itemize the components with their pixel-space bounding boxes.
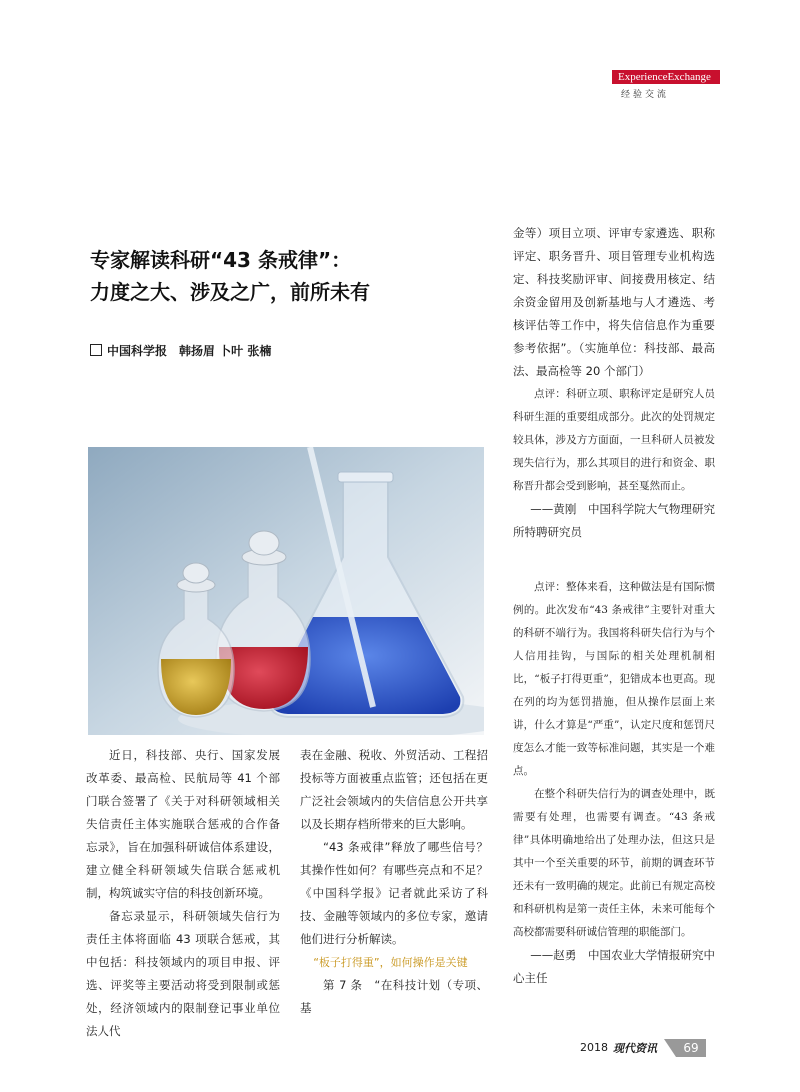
paragraph-continued: 表在金融、税收、外贸活动、工程招投标等方面被重点监管；还包括在更广泛社会领域内的失信信息公开共享以及长期存档所带来的巨大影响。 [300,748,488,831]
footer-year: 2018 [580,1041,608,1054]
comment-3: 在整个科研失信行为的调查处理中，既需要有处理，也需要有调查。“43 条戒律”具体明确地给出了处理办法，但这只是其中一个至关重要的环节，前期的调查环节还未有一致明确的规定。此前已有规定高校和科研机构是第一责任主体，未来可能每个高校都需要科研诚信管理的职能部门。 [513,788,715,938]
footer-magazine: 现代资讯 [613,1042,657,1055]
column-2 [300,744,488,1020]
paragraph-signals: “43 条戒律”释放了哪些信号？其操作性如何？有哪些亮点和不足？《中国科学报》记者就此采访了科技、金融等领域内的多位专家，邀请他们进行分析解读。 [300,840,488,946]
byline [90,342,271,359]
section-title-cn: 经验交流 [621,90,670,100]
article-title [90,244,490,308]
paragraph-article-7-cont: 金等）项目立项、评审专家遴选、职称评定、职务晋升、项目管理专业机构选定、科技奖励评审、间接费用核定、结余资金留用及创新基地与人才遴选、考核评估等工作中，将失信信息作为重要参考依据”。（实施单位：科技部、最高法、最高检等 20 个部门） [513,226,715,378]
signature-1: ——黄刚 中国科学院大气物理研究所特聘研究员 [513,502,715,539]
column-3 [513,222,715,990]
title-line-2: 力度之大、涉及之广，前所未有 [90,280,370,304]
comment-2: 点评：整体来看，这种做法是有国际惯例的。此次发布“43 条戒律”主要针对重大的科研不端行为。我国将科研失信行为与个人信用挂钩，与国际的相关处理机制相比，“板子打得更重”，犯错成本也更高。现在列的均为惩罚措施，但从操作层面上来讲，什么才算是“严重”，认定尺度和惩罚尺度怎么才能一致等标准问题，其实是一个难点。 [513,581,715,777]
signature-2: ——赵勇 中国农业大学情报研究中心主任 [513,948,715,985]
square-icon [90,344,102,356]
article-photo [88,447,484,735]
comment-1: 点评：科研立项、职称评定是研究人员科研生涯的重要组成部分。此次的处罚规定较具体，涉及方方面面，一旦科研人员被发现失信行为，那么其项目的进行和资金、职称晋升都会受到影响，甚至戛然而止。 [513,388,715,492]
title-line-1: 专家解读科研“43 条戒律”： [90,248,352,272]
paragraph-article-7: 第 7 条 “在科技计划（专项、基 [300,978,488,1015]
paragraph-memo: 备忘录显示，科研领域失信行为责任主体将面临 43 项联合惩戒，其中包括：科技领域内的项目申报、评选、评奖等主要活动将受到限制或惩处，经济领域内的限制登记事业单位法人代 [86,909,280,1038]
paragraph-intro: 近日，科技部、央行、国家发展改革委、最高检、民航局等 41 个部门联合签署了《关于对科研领域相关失信责任主体实施联合惩戒的合作备忘录》，旨在加强科研诚信体系建设，建立健全科研领域失信联合惩戒机制，构筑诚实守信的科技创新环境。 [86,748,280,900]
subheading: “板子打得重”，如何操作是关键 [313,956,468,969]
footer-tab-corner [664,1039,676,1057]
lab-glassware-illustration [88,447,484,735]
byline-text: 中国科学报 韩扬眉 卜叶 张楠 [107,344,272,358]
page-number: 69 [676,1039,706,1057]
section-title-en: ExperienceExchange [618,71,711,83]
column-1 [86,744,280,1043]
